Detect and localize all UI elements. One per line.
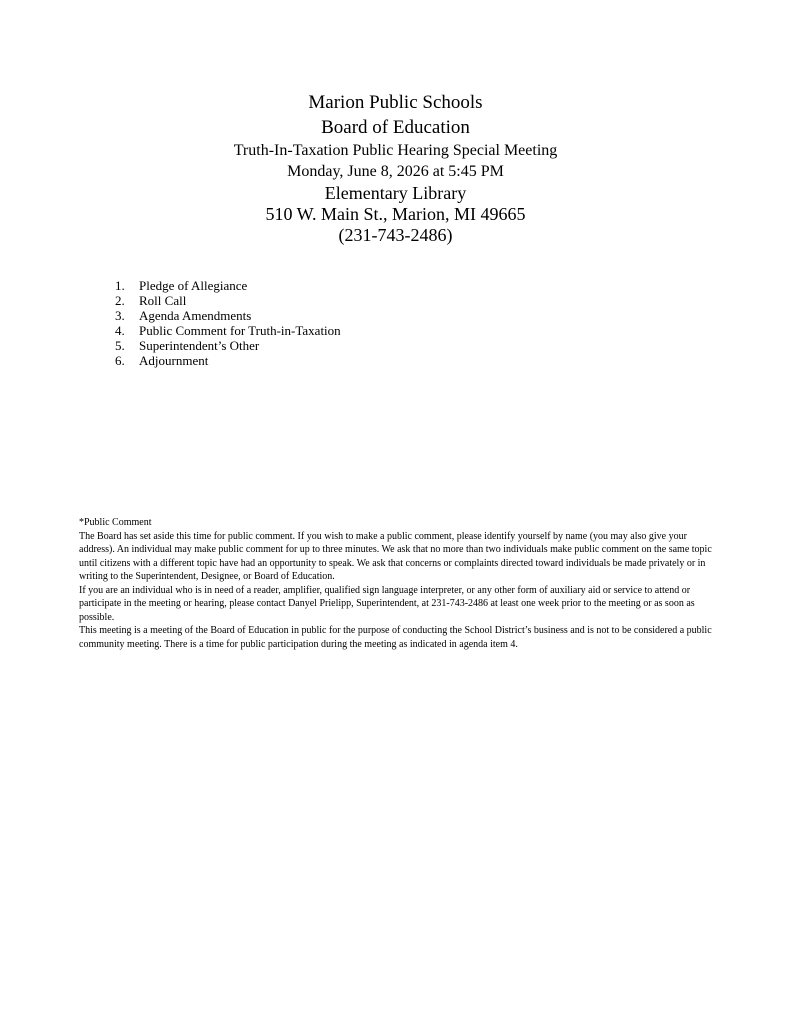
- board-name: Board of Education: [321, 117, 470, 138]
- agenda-item-number: 6.: [115, 353, 125, 368]
- notes-paragraph-accessibility: If you are an individual who is in need of a reader, amplifier, qualified sign language interpreter, or any other form of auxiliary aid or service to attend or participate in the meeting or hearing, please contact Danyel Prielipp, Superintendent, at 231-743-2486 at least one week prior to the meeting or as soon as possible.: [79, 584, 695, 623]
- agenda-item-label: Public Comment for Truth-in-Taxation: [139, 323, 341, 338]
- agenda-item-number: 1.: [115, 278, 125, 293]
- agenda-item-number: 4.: [115, 323, 125, 338]
- notes-paragraph-public-comment: The Board has set aside this time for public comment. If you wish to make a public comment, please identify yourself by name (you may also give your address). An individual may make public comment for up to three minutes. We ask that no more than two individuals make public comment on the same topic until citizens with a different topic have had an opportunity to speak. We ask that concerns or complaints directed toward individuals be made privately or in writing to the Superintendent, Designee, or Board of Education.: [79, 530, 712, 582]
- agenda-item: [115, 308, 341, 323]
- agenda-item: [115, 323, 341, 338]
- meeting-location: Elementary Library: [324, 183, 467, 203]
- agenda-item-label: Agenda Amendments: [139, 308, 252, 323]
- agenda-item-label: Pledge of Allegiance: [139, 278, 248, 293]
- agenda-item-label: Roll Call: [139, 293, 187, 308]
- agenda-item: [115, 293, 341, 308]
- agenda-item-label: Superintendent’s Other: [139, 338, 260, 353]
- agenda-item: [115, 353, 341, 368]
- meeting-phone: (231-743-2486): [338, 225, 453, 245]
- document-header: [0, 90, 791, 246]
- notes-paragraph-meeting-purpose: This meeting is a meeting of the Board of Education in public for the purpose of conducting the School District’s business and is not to be considered a public community meeting. There is a time for public participation during the meeting as indicated in agenda item 4.: [79, 625, 712, 650]
- agenda-item-number: 3.: [115, 308, 125, 323]
- notes-heading: *Public Comment: [79, 517, 152, 528]
- agenda-item: [115, 338, 341, 353]
- meeting-title: Truth-In-Taxation Public Hearing Special Meeting: [233, 142, 558, 159]
- agenda-item-number: 5.: [115, 338, 125, 353]
- agenda-item-label: Adjournment: [139, 353, 209, 368]
- school-name: Marion Public Schools: [308, 92, 483, 113]
- public-comment-notes: [79, 516, 714, 651]
- agenda-item: [115, 278, 341, 293]
- meeting-date: Monday, June 8, 2026 at 5:45 PM: [287, 163, 504, 180]
- agenda-list: [115, 278, 341, 368]
- meeting-address: 510 W. Main St., Marion, MI 49665: [265, 204, 526, 224]
- agenda-item-number: 2.: [115, 293, 125, 308]
